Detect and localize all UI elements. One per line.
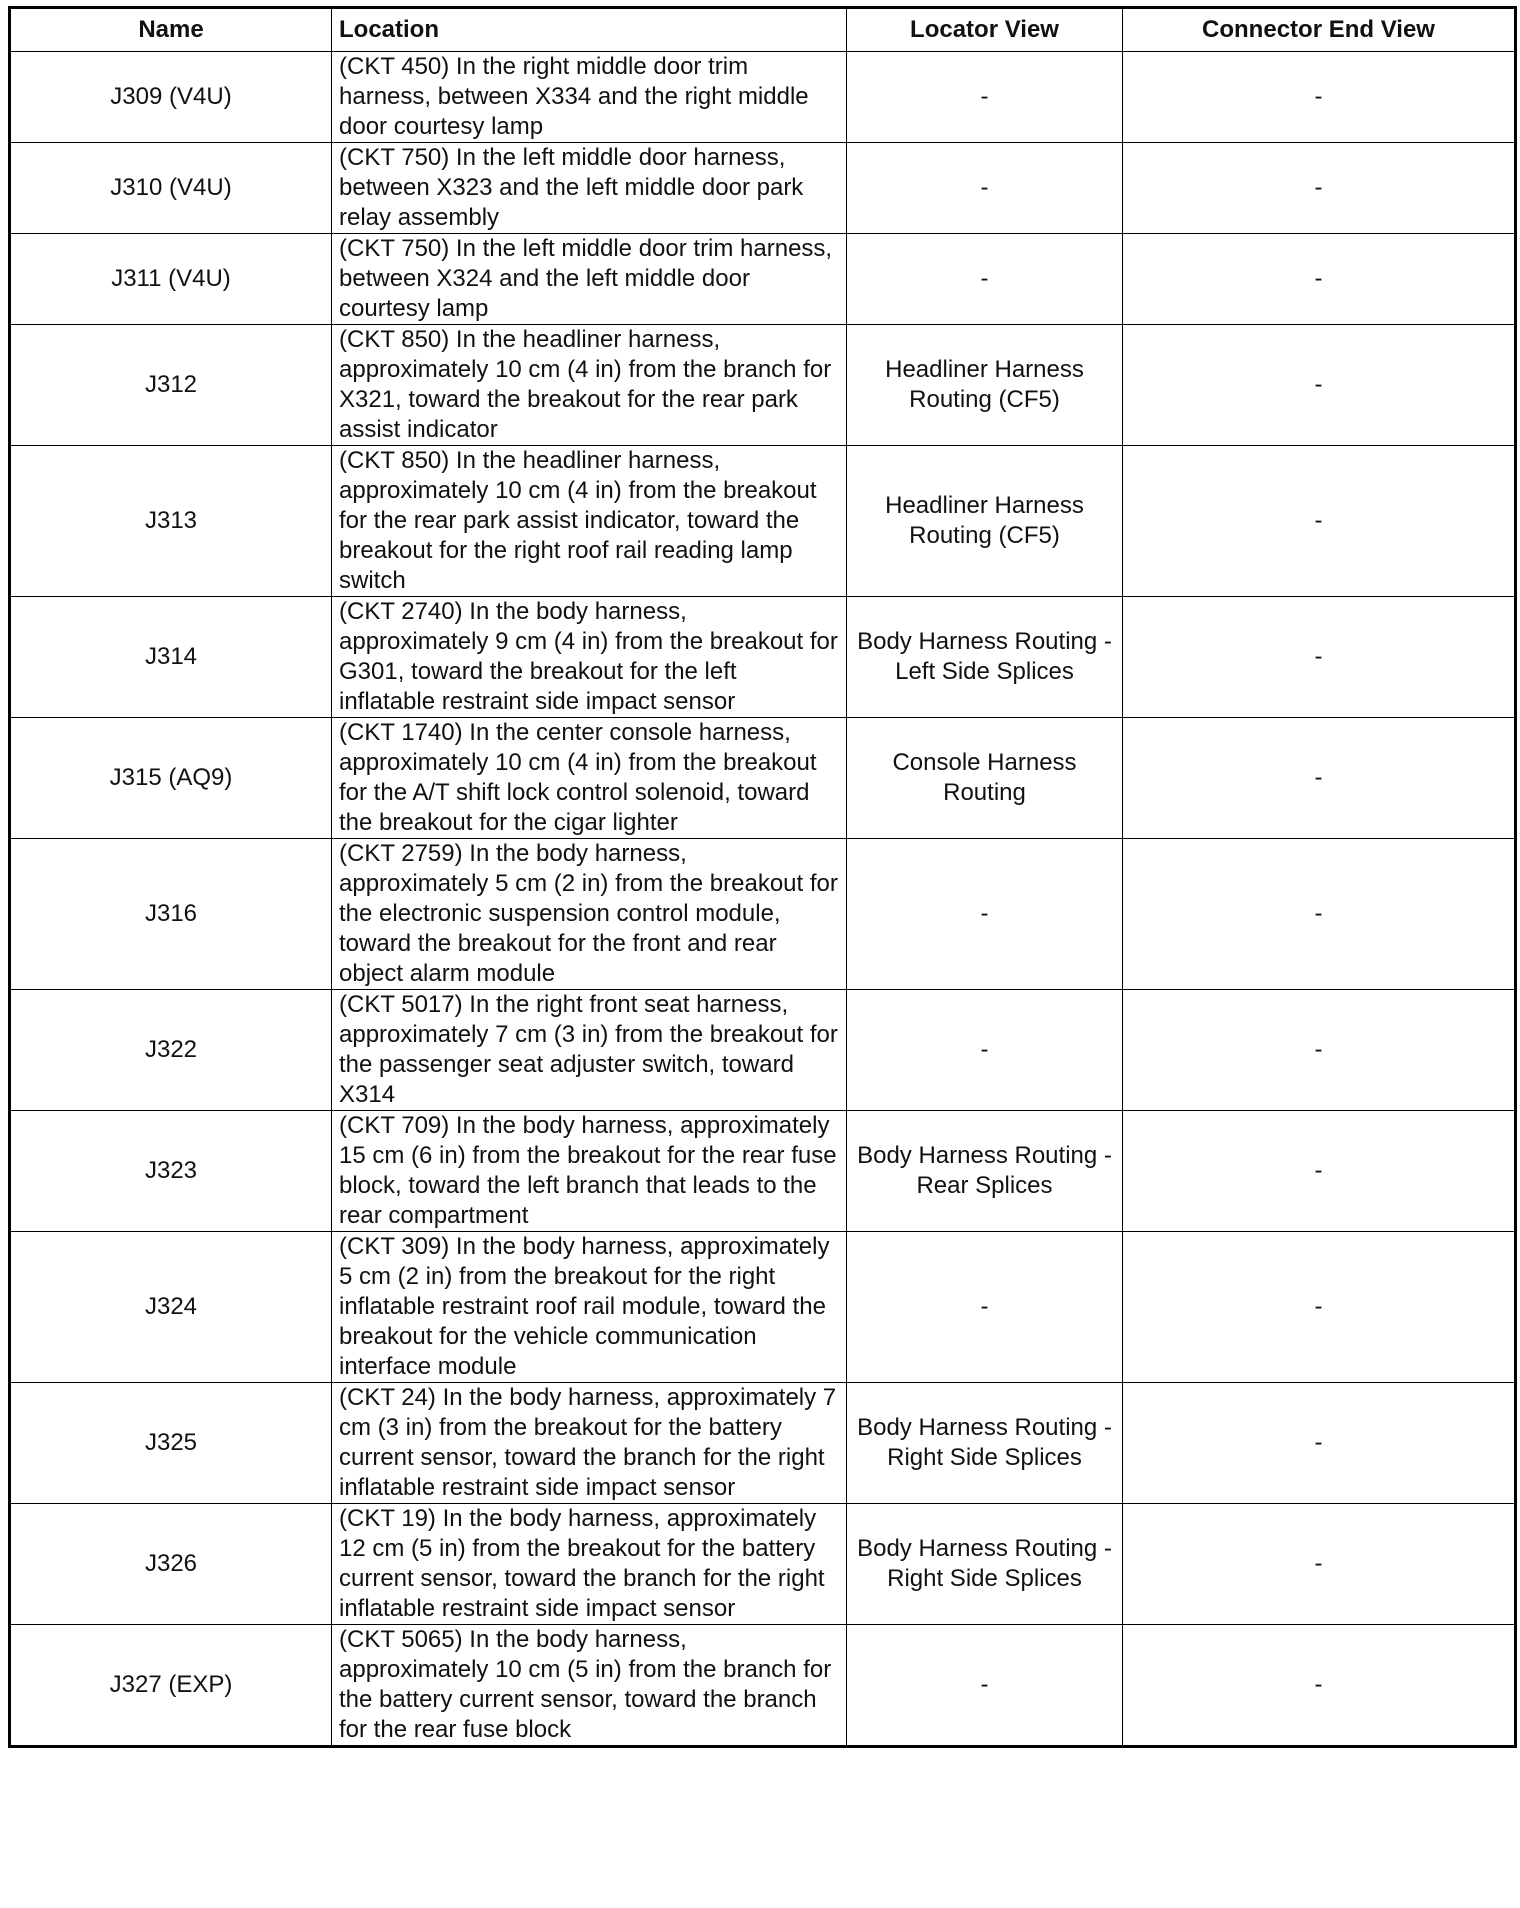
- cell-locator-view: -: [847, 1232, 1123, 1383]
- cell-location: (CKT 309) In the body harness, approximately 5 cm (2 in) from the breakout for the right inflatable restraint roof rail module, toward the breakout for the vehicle communication interface module: [332, 1232, 847, 1383]
- cell-name: J327 (EXP): [10, 1625, 332, 1747]
- cell-connector-end-view: -: [1123, 234, 1516, 325]
- splice-location-table: [8, 6, 1517, 1748]
- cell-connector-end-view: -: [1123, 52, 1516, 143]
- cell-name: J322: [10, 990, 332, 1111]
- table-row: [10, 1232, 1516, 1383]
- cell-locator-view: Body Harness Routing - Right Side Splices: [847, 1383, 1123, 1504]
- header-connector-end-view: Connector End View: [1123, 8, 1516, 52]
- table-row: [10, 325, 1516, 446]
- cell-locator-view: Console Harness Routing: [847, 718, 1123, 839]
- cell-location: (CKT 1740) In the center console harness, approximately 10 cm (4 in) from the breakout for the A/T shift lock control solenoid, toward the breakout for the cigar lighter: [332, 718, 847, 839]
- cell-location: (CKT 850) In the headliner harness, approximately 10 cm (4 in) from the breakout for the rear park assist indicator, toward the breakout for the right roof rail reading lamp switch: [332, 446, 847, 597]
- cell-location: (CKT 5017) In the right front seat harness, approximately 7 cm (3 in) from the breakout for the passenger seat adjuster switch, toward X314: [332, 990, 847, 1111]
- table-row: [10, 143, 1516, 234]
- cell-locator-view: -: [847, 52, 1123, 143]
- cell-locator-view: -: [847, 839, 1123, 990]
- cell-locator-view: Body Harness Routing - Right Side Splices: [847, 1504, 1123, 1625]
- header-row: [10, 8, 1516, 52]
- table-row: [10, 1111, 1516, 1232]
- cell-connector-end-view: -: [1123, 1111, 1516, 1232]
- header-locator-view: Locator View: [847, 8, 1123, 52]
- cell-connector-end-view: -: [1123, 1504, 1516, 1625]
- cell-location: (CKT 750) In the left middle door trim harness, between X324 and the left middle door courtesy lamp: [332, 234, 847, 325]
- table-row: [10, 597, 1516, 718]
- cell-name: J323: [10, 1111, 332, 1232]
- table-row: [10, 1625, 1516, 1747]
- table-body: [10, 52, 1516, 1747]
- cell-location: (CKT 24) In the body harness, approximately 7 cm (3 in) from the breakout for the battery current sensor, toward the branch for the right inflatable restraint side impact sensor: [332, 1383, 847, 1504]
- cell-locator-view: -: [847, 143, 1123, 234]
- cell-connector-end-view: -: [1123, 325, 1516, 446]
- header-name: Name: [10, 8, 332, 52]
- cell-name: J310 (V4U): [10, 143, 332, 234]
- cell-location: (CKT 2759) In the body harness, approximately 5 cm (2 in) from the breakout for the electronic suspension control module, toward the breakout for the front and rear object alarm module: [332, 839, 847, 990]
- cell-locator-view: -: [847, 990, 1123, 1111]
- cell-connector-end-view: -: [1123, 839, 1516, 990]
- table-row: [10, 1383, 1516, 1504]
- table-row: [10, 718, 1516, 839]
- cell-connector-end-view: -: [1123, 143, 1516, 234]
- cell-connector-end-view: -: [1123, 597, 1516, 718]
- cell-name: J315 (AQ9): [10, 718, 332, 839]
- cell-name: J313: [10, 446, 332, 597]
- cell-location: (CKT 750) In the left middle door harness, between X323 and the left middle door park relay assembly: [332, 143, 847, 234]
- cell-connector-end-view: -: [1123, 1625, 1516, 1747]
- cell-locator-view: Body Harness Routing - Rear Splices: [847, 1111, 1123, 1232]
- cell-location: (CKT 709) In the body harness, approximately 15 cm (6 in) from the breakout for the rear fuse block, toward the left branch that leads to the rear compartment: [332, 1111, 847, 1232]
- cell-location: (CKT 450) In the right middle door trim harness, between X334 and the right middle door courtesy lamp: [332, 52, 847, 143]
- table-row: [10, 446, 1516, 597]
- cell-connector-end-view: -: [1123, 718, 1516, 839]
- cell-name: J314: [10, 597, 332, 718]
- cell-connector-end-view: -: [1123, 990, 1516, 1111]
- cell-locator-view: -: [847, 1625, 1123, 1747]
- table-row: [10, 1504, 1516, 1625]
- cell-name: J316: [10, 839, 332, 990]
- cell-name: J324: [10, 1232, 332, 1383]
- cell-name: J325: [10, 1383, 332, 1504]
- cell-name: J312: [10, 325, 332, 446]
- cell-location: (CKT 2740) In the body harness, approximately 9 cm (4 in) from the breakout for G301, toward the breakout for the left inflatable restraint side impact sensor: [332, 597, 847, 718]
- cell-name: J309 (V4U): [10, 52, 332, 143]
- header-location: Location: [332, 8, 847, 52]
- table-row: [10, 52, 1516, 143]
- cell-locator-view: Headliner Harness Routing (CF5): [847, 325, 1123, 446]
- cell-name: J311 (V4U): [10, 234, 332, 325]
- cell-connector-end-view: -: [1123, 1383, 1516, 1504]
- cell-location: (CKT 19) In the body harness, approximately 12 cm (5 in) from the breakout for the battery current sensor, toward the branch for the right inflatable restraint side impact sensor: [332, 1504, 847, 1625]
- cell-locator-view: Body Harness Routing - Left Side Splices: [847, 597, 1123, 718]
- cell-connector-end-view: -: [1123, 1232, 1516, 1383]
- cell-locator-view: -: [847, 234, 1123, 325]
- table-row: [10, 990, 1516, 1111]
- cell-locator-view: Headliner Harness Routing (CF5): [847, 446, 1123, 597]
- cell-location: (CKT 850) In the headliner harness, approximately 10 cm (4 in) from the branch for X321, toward the breakout for the rear park assist indicator: [332, 325, 847, 446]
- table-row: [10, 234, 1516, 325]
- cell-location: (CKT 5065) In the body harness, approximately 10 cm (5 in) from the branch for the battery current sensor, toward the branch for the rear fuse block: [332, 1625, 847, 1747]
- table-row: [10, 839, 1516, 990]
- cell-name: J326: [10, 1504, 332, 1625]
- cell-connector-end-view: -: [1123, 446, 1516, 597]
